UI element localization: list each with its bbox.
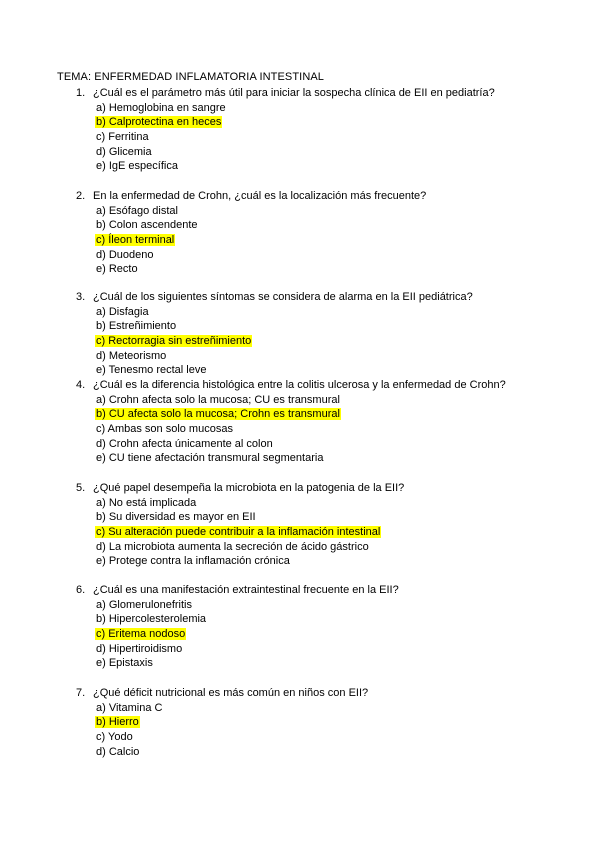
question-text: ¿Qué déficit nutricional es más común en niños con EII?	[93, 687, 369, 699]
option-d: d) Crohn afecta únicamente al colon	[96, 437, 273, 450]
option-c-correct: c) Rectorragia sin estreñimiento	[96, 335, 252, 348]
option-a: a) Hemoglobina en sangre	[96, 101, 226, 114]
question-4	[76, 378, 596, 466]
question-number: 4.	[76, 379, 86, 391]
option-e: e) IgE específica	[96, 160, 178, 173]
option-c-correct: c) Eritema nodoso	[96, 628, 186, 641]
option-a: a) Crohn afecta solo la mucosa; CU es transmural	[96, 393, 340, 406]
option-b: b) Estreñimiento	[96, 320, 177, 333]
question-text: ¿Cuál es la diferencia histológica entre la colitis ulcerosa y la enfermedad de Crohn?	[93, 379, 506, 391]
option-d: d) Meteorismo	[96, 349, 167, 362]
question-1	[76, 86, 596, 174]
option-b-correct: b) Calprotectina en heces	[96, 116, 222, 129]
option-d: d) Glicemia	[96, 145, 152, 158]
option-d: d) Calcio	[96, 745, 140, 758]
option-b: b) Su diversidad es mayor en EII	[96, 511, 256, 524]
option-c: c) Ferritina	[96, 131, 149, 144]
option-c-correct: c) Íleon terminal	[96, 234, 175, 247]
option-e: e) Epistaxis	[96, 657, 153, 670]
question-text: ¿Cuál es el parámetro más útil para iniciar la sospecha clínica de EII en pediatría?	[93, 87, 495, 99]
option-e: e) CU tiene afectación transmural segmentaria	[96, 452, 324, 465]
question-number: 7.	[76, 687, 86, 699]
option-c: c) Ambas son solo mucosas	[96, 423, 233, 436]
option-d: d) La microbiota aumenta la secreción de ácido gástrico	[96, 540, 369, 553]
option-a: a) Glomerulonefritis	[96, 598, 192, 611]
question-text: En la enfermedad de Crohn, ¿cuál es la localización más frecuente?	[93, 190, 427, 202]
question-7	[76, 686, 596, 759]
question-number: 5.	[76, 482, 86, 494]
question-6	[76, 583, 596, 671]
option-b-correct: b) CU afecta solo la mucosa; Crohn es transmural	[96, 408, 340, 421]
question-2	[76, 189, 596, 277]
option-e: e) Protege contra la inflamación crónica	[96, 555, 290, 568]
option-a: a) Vitamina C	[96, 701, 163, 714]
option-e: e) Recto	[96, 263, 138, 276]
option-a: a) Disfagia	[96, 305, 149, 318]
option-b: b) Hipercolesterolemia	[96, 613, 207, 626]
question-number: 3.	[76, 291, 86, 303]
question-3	[76, 290, 596, 378]
option-a: a) Esófago distal	[96, 204, 178, 217]
question-number: 1.	[76, 87, 86, 99]
question-5	[76, 481, 596, 569]
question-number: 2.	[76, 190, 86, 202]
question-text: ¿Qué papel desempeña la microbiota en la patogenia de la EII?	[93, 482, 405, 494]
question-text: ¿Cuál es una manifestación extraintestinal frecuente en la EII?	[93, 584, 399, 596]
question-text: ¿Cuál de los siguientes síntomas se considera de alarma en la EII pediátrica?	[93, 291, 473, 303]
question-number: 6.	[76, 584, 86, 596]
option-b-correct: b) Hierro	[96, 716, 139, 729]
option-d: d) Duodeno	[96, 248, 154, 261]
option-e: e) Tenesmo rectal leve	[96, 364, 207, 377]
option-c: c) Yodo	[96, 731, 133, 744]
option-a: a) No está implicada	[96, 496, 197, 509]
option-c-correct: c) Su alteración puede contribuir a la inflamación intestinal	[96, 526, 381, 539]
option-d: d) Hipertiroidismo	[96, 642, 183, 655]
option-b: b) Colon ascendente	[96, 219, 198, 232]
document-title: TEMA: ENFERMEDAD INFLAMATORIA INTESTINAL	[57, 71, 325, 83]
